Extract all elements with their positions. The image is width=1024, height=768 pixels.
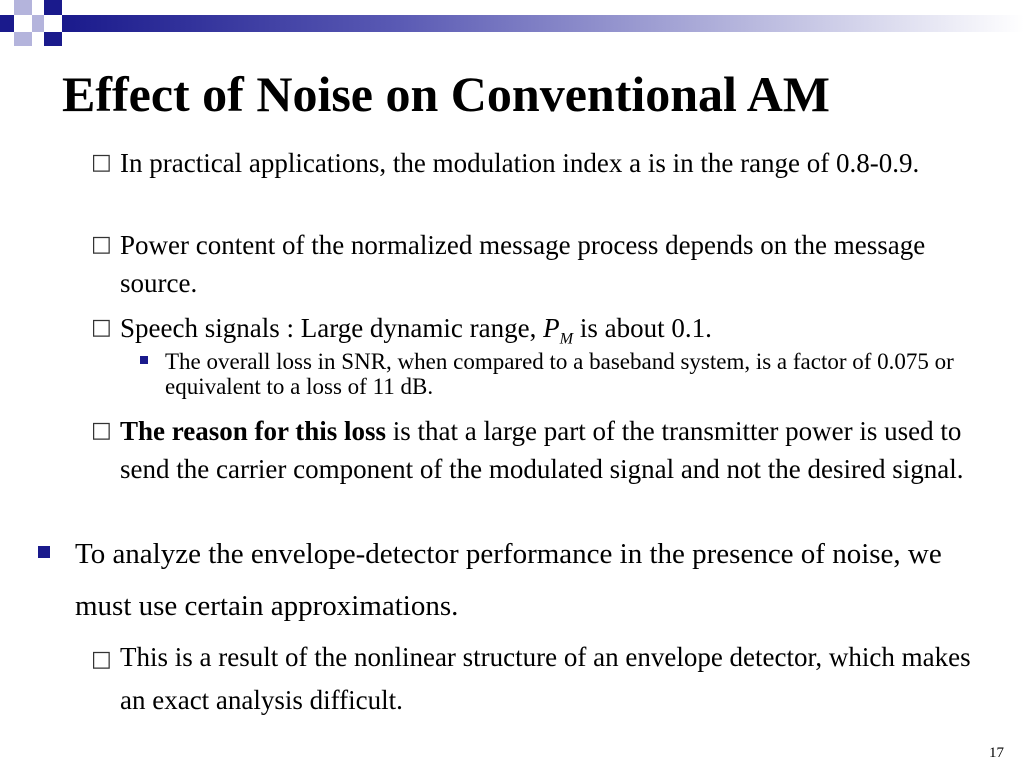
slide-title: Effect of Noise on Conventional AM [62, 66, 830, 122]
power-symbol: P [543, 313, 560, 343]
decor-square [14, 32, 32, 46]
power-subscript: M [559, 329, 574, 348]
filled-square-bullet-icon [140, 356, 148, 364]
bullet-nonlinear-structure [91, 636, 1000, 722]
bullet-text: Power content of the normalized message process depends on the message source. [120, 230, 926, 298]
hollow-square-bullet-icon: □ [91, 647, 112, 672]
bullet-text-prefix: Speech signals : Large dynamic range, [120, 313, 544, 343]
sub-bullet-text: The overall loss in SNR, when compared to a baseband system, is a factor of 0.075 or equivalent to a loss of 11 dB. [165, 349, 954, 399]
bullet-modulation-index [91, 144, 1000, 182]
decorative-header [0, 0, 1024, 62]
header-gradient-bar [62, 15, 1024, 32]
decor-square [0, 15, 14, 32]
decor-square [32, 15, 44, 32]
sub-bullet-snr-loss [165, 349, 955, 399]
bullet-text: In practical applications, the modulation index a is in the range of 0.8-0.9. [120, 148, 920, 178]
bullet-reason-for-loss [91, 412, 1000, 488]
decor-square [44, 32, 62, 46]
hollow-square-bullet-icon: □ [91, 315, 112, 340]
hollow-square-bullet-icon: □ [91, 150, 112, 175]
bullet-envelope-detector [75, 528, 975, 632]
bullet-power-content [91, 226, 1000, 302]
bullet-text: To analyze the envelope-detector performance in the presence of noise, we must use certain approximations. [75, 538, 942, 622]
decor-square [44, 0, 62, 15]
bullet-text: This is a result of the nonlinear structure of an envelope detector, which makes an exact analysis difficult. [120, 642, 971, 715]
hollow-square-bullet-icon: □ [91, 418, 112, 443]
decor-square [14, 0, 32, 15]
bullet-text: is that a large part of the transmitter power is used to send the carrier component of the modulated signal and not the desired signal. [120, 416, 964, 484]
filled-square-bullet-icon [38, 546, 50, 558]
bullet-text-suffix: is about 0.1. [573, 313, 712, 343]
bullet-bold-lead: The reason for this loss [120, 416, 387, 446]
page-number: 17 [989, 745, 1004, 761]
hollow-square-bullet-icon: □ [91, 232, 112, 257]
